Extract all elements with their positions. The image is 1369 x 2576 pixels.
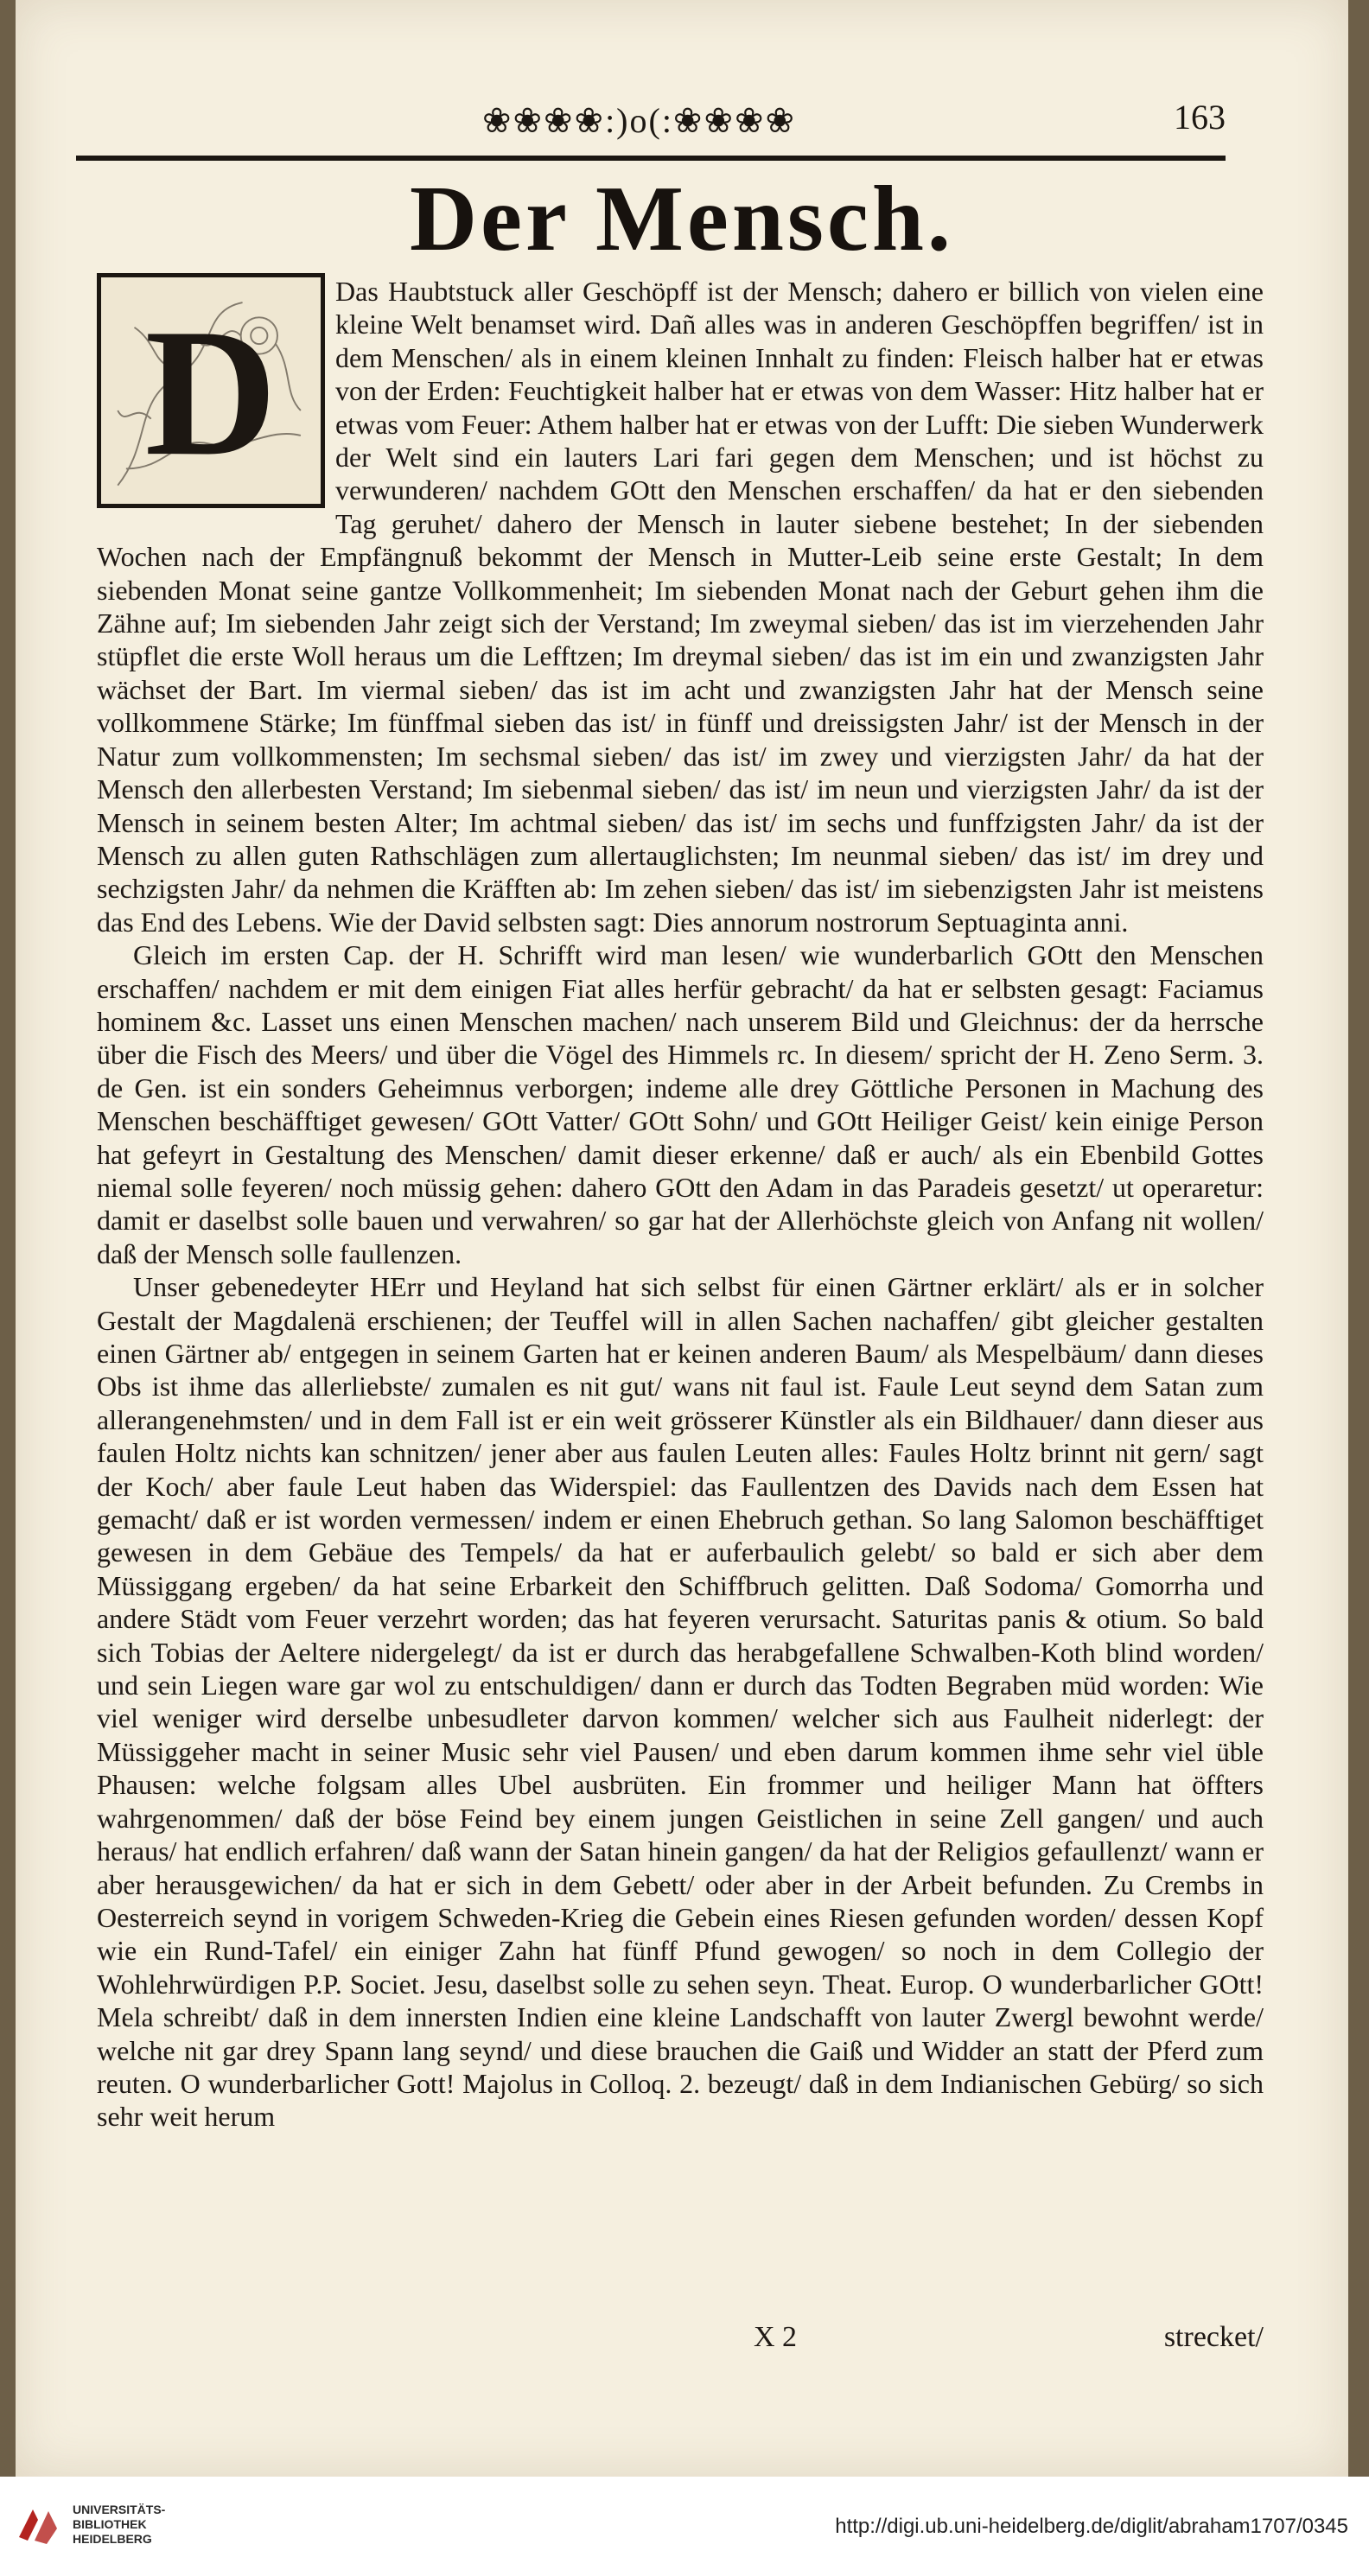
paragraph-3: Unser gebenedeyter HErr und Heyland hat sich selbst für einen Gärtner erklärt/ als er in solcher Gestalt der Magdalenä erschienen; der Teuffel will in allen Sachen nachaffen/ gibt gleicher gestalten einen Gärtner ab/ entgegen in seinem Garten hat er keinen anderen Baum/ als Mespelbäum/ dann dieses Obs ist ihme das allerliebste/ zumalen es nit gut/ wans nit faul ist. Faule Leut seynd dem Satan zum allerangenehmsten/ und in dem Fall ist er ein weit grösserer Künstler als ein Bildhauer/ dann dieser aus faulen Holtz nichts kan schnitzen/ jener aber aus faulen Leuten alles: Faules Holtz brinnt nit gern/ sagt der Koch/ aber faule Leut haben das Widerspiel: das Faullentzen des Davids nach dem Essen hat gemacht/ daß er ist worden vermessen/ indem er einen Ehebruch gethan. So lang Salomon beschäfftiget gewesen in dem Gebäue des Tempels/ da hat er auferbaulich gelebt/ so bald er sich aber dem Müssiggang ergeben/ da hat seine Erbarkeit den Schiffbruch gelitten. Daß Sodoma/ Gomorrha und andere Städt vom Feuer verzehrt worden; das hat feyeren verursacht. Saturitas panis & otium. So bald sich Tobias der Aeltere nidergelegt/ da ist er durch das herabgefallene Schwalben-Koth blind worden/ und sein Liegen ware gar wol zu entschuldigen/ dann er durch das Todten Begraben müd worden: Wie viel weniger wird derselbe unbesudleter darvon kommen/ welcher sich aus Faulheit niderlegt: der Müssiggeher macht in seiner Music sehr viel Pausen/ und eben darum kommen ihme sehr viel üble Phausen: welche folgsam alles Ubel ausbrüten. Ein frommer und heiliger Mann hat öffters wahrgenommen/ daß der böse Feind bey einem jungen Geistlichen in seine Zell gangen/ und auch heraus/ hat endlich erfahren/ daß wann der Satan hinein gangen/ da hat der Religios gefaullenzt/ wann er aber herausgewichen/ da hat er sich in dem Gebett/ oder aber in der Arbeit befunden. Zu Crembs in Oesterreich seynd in vorigem Schweden-Krieg die Gebein eines Riesen gefunden worden/ dessen Kopf wie ein Rund-Tafel/ ein einiger Zahn hat fünff Pfund gewogen/ so noch in dem Collegio der Wohlehrwürdigen P.P. Societ. Jesu, daselbst solle zu sehen seyn. Theat. Europ. O wunderbarlicher GOtt! Mela schreibt/ daß in dem innersten Indien eine kleine Landschafft von lauter Zwergl bewohnt werde/ welche nit gar drey Spann lang seynd/ und diese brauchen die Gaiß und Widder an statt der Pferd zum reuten. O wunderbarlicher Gott! Majolus in Colloq. 2. bezeugt/ daß in dem Indianischen Gebürg/ so sich sehr weit herum <box>97 1271 1264 2133</box>
library-name-line-1: UNIVERSITÄTS- <box>73 2503 166 2516</box>
catchword: strecket/ <box>1163 2321 1264 2353</box>
page-number: 163 <box>1174 98 1226 137</box>
chapter-title: Der Mensch. <box>410 168 954 270</box>
book-page <box>16 0 1348 2477</box>
university-logo-icon <box>16 2503 60 2547</box>
viewer-footer <box>0 2477 1369 2576</box>
paragraph-1: Das Haubtstuck aller Geschöpff ist der Mensch; dahero er billich von vielen eine kleine Welt benamset wird. Dañ alles was in anderen Geschöpffen begriffen/ ist in dem Menschen/ als in einem kleinen Innhalt zu finden: Fleisch halber hat er etwas von der Erden: Feuchtigkeit halber hat er etwas von dem Wasser: Hitz halber hat er etwas vom Feuer: Athem halber hat er etwas von der Lufft: Die sieben Wunderwerk der Welt sind ein lauters Lari fari gegen dem Menschen; und ist höchst zu verwunderen/ nachdem GOtt den Menschen erschaffen/ da hat er den siebenden Tag geruhet/ dahero der Mensch in lauter siebene bestehet; In der siebenden Wochen nach der Empfängnuß bekommt der Mensch in Mutter-Leib seine erste Gestalt; In dem siebenden Monat seine gantze Vollkommenheit; Im siebenden Monat nach der Geburt gehen ihm die Zähne auf; Im siebenden Jahr zeigt sich der Verstand; Im zweymal sieben/ das ist im vierzehenden Jahr stüpflet die erste Woll heraus um die Lefftzen; Im dreymal sieben/ das ist im ein und zwanzigsten Jahr wächset der Bart. Im viermal sieben/ das ist im acht und zwanzigsten Jahr hat der Mensch seine vollkommene Stärke; Im fünffmal sieben das ist/ in fünff und dreissigsten Jahr/ ist der Mensch in der Natur zum vollkommensten; Im sechsmal sieben/ das ist/ im zwey und vierzigsten Jahr/ da hat der Mensch den allerbesten Verstand; Im siebenmal sieben/ das ist/ im neun und vierzigsten Jahr/ da ist der Mensch in seinem besten Alter; Im achtmal sieben/ das ist/ im sechs und funffzigsten Jahr/ da ist der Mensch zu allen guten Rathschlägen zum allertauglichsten; Im neunmal sieben/ das ist/ im drey und sechzigsten Jahr/ da nehmen die Kräfften ab: Im zehen sieben/ das ist/ im siebenzigsten Jahr ist meistens das End des Lebens. Wie der David selbsten sagt: Dies annorum nostrorum Septuaginta anni. <box>97 276 1264 938</box>
running-head <box>76 93 1226 145</box>
library-name-line-2: BIBLIOTHEK <box>73 2517 147 2531</box>
initial-letter: D <box>144 290 277 494</box>
header-ornament: ❀❀❀❀:)o(:❀❀❀❀ <box>482 101 796 140</box>
page-bottom-line <box>97 2321 1264 2364</box>
signature-mark: X 2 <box>754 2321 798 2353</box>
library-name <box>73 2503 165 2547</box>
library-name-line-3: HEIDELBERG <box>73 2532 152 2546</box>
header-rule <box>76 156 1226 161</box>
source-url-link[interactable]: http://digi.ub.uni-heidelberg.de/diglit/abraham1707/0345 <box>835 2515 1348 2538</box>
body-text <box>97 275 1264 2134</box>
paragraph-2: Gleich im ersten Cap. der H. Schrifft wird man lesen/ wie wunderbarlich GOtt den Menschen erschaffen/ nachdem er mit dem einigen Fiat alles herfür gebracht/ da hat er selbsten gesagt: Faciamus hominem &c. Lasset uns einen Menschen machen/ nach unserem Bild und Gleichnus: der da herrsche über die Fisch des Meers/ und über die Vögel des Himmels rc. In diesem/ spricht der H. Zeno Serm. 3. de Gen. ist ein sonders Geheimnus verborgen; indeme alle drey Göttliche Personen in Machung des Menschen beschäfftiget gewesen/ GOtt Vatter/ GOtt Sohn/ und GOtt Heiliger Geist/ kein einige Person hat gefeyrt in Gestaltung des Menschen/ damit dieser erkenne/ daß er auch/ als ein Ebenbild Gottes niemal solle feyeren/ noch müssig gehen: dahero GOtt den Adam in das Paradeis gesetzt/ ut operaretur: damit er daselbst solle bauen und verwahren/ so gar hat der Allerhöchste gleich von Anfang nit wollen/ daß der Mensch solle faullenzen. <box>97 939 1264 1269</box>
